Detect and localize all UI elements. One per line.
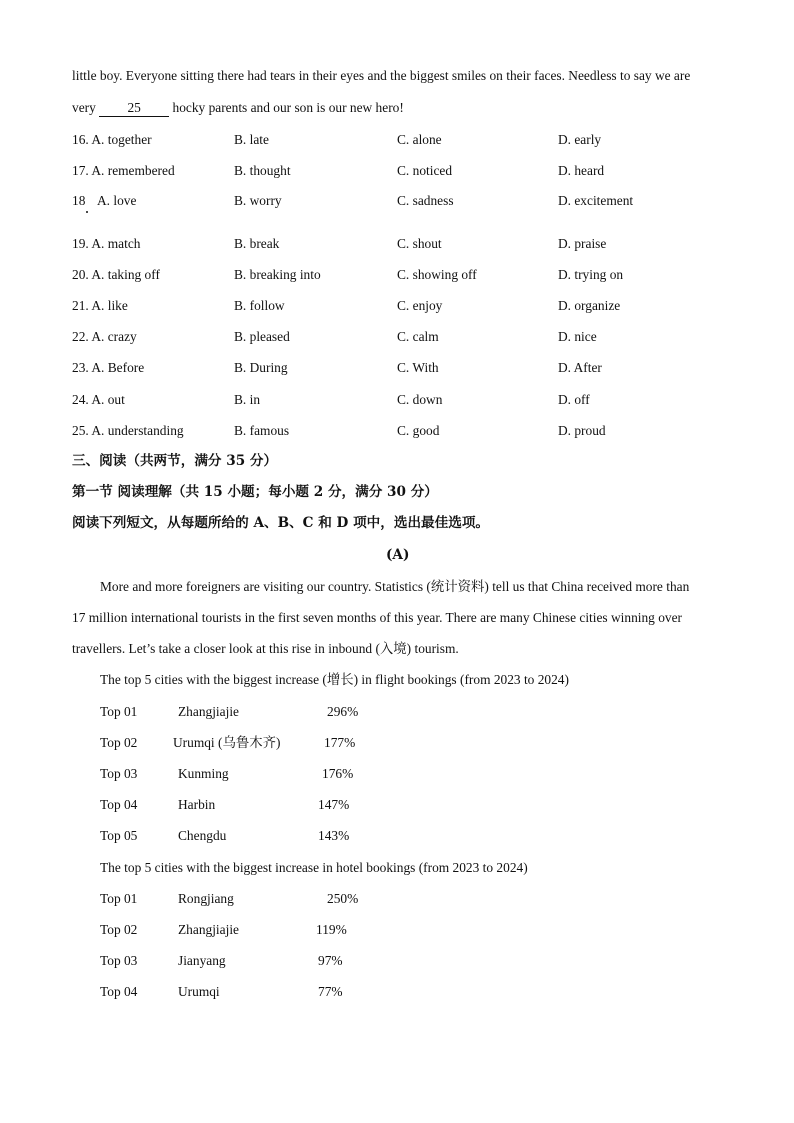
- question-18-option-b: B. worry: [234, 193, 282, 208]
- question-24-option-d: D. off: [558, 392, 590, 407]
- hotel-row-2-percent: 119%: [316, 922, 347, 937]
- hotel-row-3-rank: Top 03: [100, 953, 138, 968]
- question-21-option-a: like: [107, 298, 128, 313]
- hotel-row-4-percent: 77%: [318, 984, 343, 999]
- question-17-option-b: B. thought: [234, 163, 291, 178]
- question-18-option-a: A. love: [97, 193, 137, 208]
- question-19-option-d: D. praise: [558, 236, 607, 251]
- question-18-option-c: C. sadness: [397, 193, 454, 208]
- hotel-row-3-city: Jianyang: [178, 953, 226, 968]
- passage-label: (A): [386, 547, 410, 563]
- flight-row-4-city: Harbin: [178, 797, 216, 812]
- question-17-option-d: D. heard: [558, 163, 605, 178]
- question-24-option-b: B. in: [234, 392, 261, 407]
- question-17-option-a: remembered: [107, 163, 175, 178]
- question-21-option-b: B. follow: [234, 298, 285, 313]
- question-19-option-a: match: [107, 236, 141, 251]
- passage-line-2: [72, 100, 404, 117]
- hotel-row-2-city: Zhangjiajie: [178, 922, 239, 937]
- reading-paragraph-line-3: travellers. Let’s take a closer look at this rise in inbound (入境) tourism.: [72, 641, 459, 656]
- question-23-option-d: D. After: [558, 360, 602, 375]
- question-20-option-d: D. trying on: [558, 267, 624, 282]
- flight-row-4-rank: Top 04: [100, 797, 138, 812]
- question-25-option-d: D. proud: [558, 423, 606, 438]
- flight-row-5-percent: 143%: [318, 828, 350, 843]
- reading-paragraph-line-2: 17 million international tourists in the first seven months of this year. There are many Chinese cities winning over: [72, 610, 683, 625]
- question-24-number: 24. A. out: [72, 392, 125, 407]
- question-16-option-d: D. early: [558, 132, 602, 147]
- question-23-option-c: C. With: [397, 360, 439, 375]
- hotel-bookings-heading: The top 5 cities with the biggest increase in hotel bookings (from 2023 to 2024): [100, 860, 528, 875]
- question-19-number: 19. A. match: [72, 236, 141, 251]
- passage-line-1: little boy. Everyone sitting there had tears in their eyes and the biggest smiles on their faces. Needless to say we are: [72, 68, 691, 83]
- question-20-number: 20. A. taking off: [72, 267, 160, 282]
- question-25-option-a: understanding: [107, 423, 184, 438]
- question-16-number: 16. A. together: [72, 132, 152, 147]
- question-22-option-a: crazy: [107, 329, 137, 344]
- question-18-option-d: D. excitement: [558, 193, 634, 208]
- flight-row-2-city: Urumqi (乌鲁木齐): [173, 735, 281, 750]
- question-16-option-c: C. alone: [397, 132, 442, 147]
- question-25-option-c: C. good: [397, 423, 440, 438]
- question-22-number: 22. A. crazy: [72, 329, 137, 344]
- question-20-option-c: C. showing off: [397, 267, 477, 282]
- question-24-option-a: out: [107, 392, 125, 407]
- hotel-row-1-city: Rongjiang: [178, 891, 234, 906]
- question-17-option-c: C. noticed: [397, 163, 453, 178]
- reading-paragraph-line-1: More and more foreigners are visiting our country. Statistics (统计资料) tell us that China received more than: [100, 579, 690, 594]
- flight-row-4-percent: 147%: [318, 797, 350, 812]
- hotel-row-4-city: Urumqi: [178, 984, 220, 999]
- question-21-option-d: D. organize: [558, 298, 621, 313]
- hotel-row-2-rank: Top 02: [100, 922, 138, 937]
- flight-row-1-city: Zhangjiajie: [178, 704, 239, 719]
- hotel-row-3-percent: 97%: [318, 953, 343, 968]
- passage-line-2-end: hocky parents and our son is our new hero!: [169, 100, 404, 115]
- question-18-dot: [86, 211, 88, 213]
- hotel-row-1-rank: Top 01: [100, 891, 138, 906]
- question-17-number: 17. A. remembered: [72, 163, 175, 178]
- question-25-option-b: B. famous: [234, 423, 290, 438]
- question-18-number: 18: [72, 193, 86, 208]
- flight-row-2-percent: 177%: [324, 735, 356, 750]
- question-19-option-b: B. break: [234, 236, 280, 251]
- section-subtitle: 第一节 阅读理解（共 15 小题；每小题 2 分，满分 30 分）: [72, 484, 438, 500]
- question-16-option-a: together: [107, 132, 152, 147]
- question-16-option-b: B. late: [234, 132, 269, 147]
- question-22-option-b: B. pleased: [234, 329, 290, 344]
- flight-row-3-city: Kunming: [178, 766, 229, 781]
- question-25-number: 25. A. understanding: [72, 423, 184, 438]
- question-20-option-b: B. breaking into: [234, 267, 321, 282]
- flight-row-5-rank: Top 05: [100, 828, 138, 843]
- question-21-option-c: C. enjoy: [397, 298, 443, 313]
- flight-row-5-city: Chengdu: [178, 828, 227, 843]
- hotel-row-1-percent: 250%: [327, 891, 359, 906]
- hotel-row-4-rank: Top 04: [100, 984, 138, 999]
- flight-row-3-percent: 176%: [322, 766, 354, 781]
- flight-row-3-rank: Top 03: [100, 766, 138, 781]
- flight-row-2-rank: Top 02: [100, 735, 138, 750]
- section-title: 三、阅读（共两节，满分 35 分）: [72, 453, 278, 469]
- question-22-option-d: D. nice: [558, 329, 597, 344]
- question-19-option-c: C. shout: [397, 236, 442, 251]
- question-22-option-c: C. calm: [397, 329, 439, 344]
- flight-row-1-percent: 296%: [327, 704, 359, 719]
- question-21-number: 21. A. like: [72, 298, 128, 313]
- question-23-number: 23. A. Before: [72, 360, 145, 375]
- flight-row-1-rank: Top 01: [100, 704, 138, 719]
- question-23-option-a: Before: [107, 360, 145, 375]
- question-20-option-a: taking off: [107, 267, 160, 282]
- passage-line-2-start: very: [72, 100, 100, 115]
- answer-blank-25: 25: [99, 100, 169, 117]
- question-23-option-b: B. During: [234, 360, 288, 375]
- section-instruction: 阅读下列短文，从每题所给的 A、B、C 和 D 项中，选出最佳选项。: [72, 515, 490, 531]
- flight-bookings-heading: The top 5 cities with the biggest increase (增长) in flight bookings (from 2023 to 2024): [100, 672, 569, 687]
- question-24-option-c: C. down: [397, 392, 443, 407]
